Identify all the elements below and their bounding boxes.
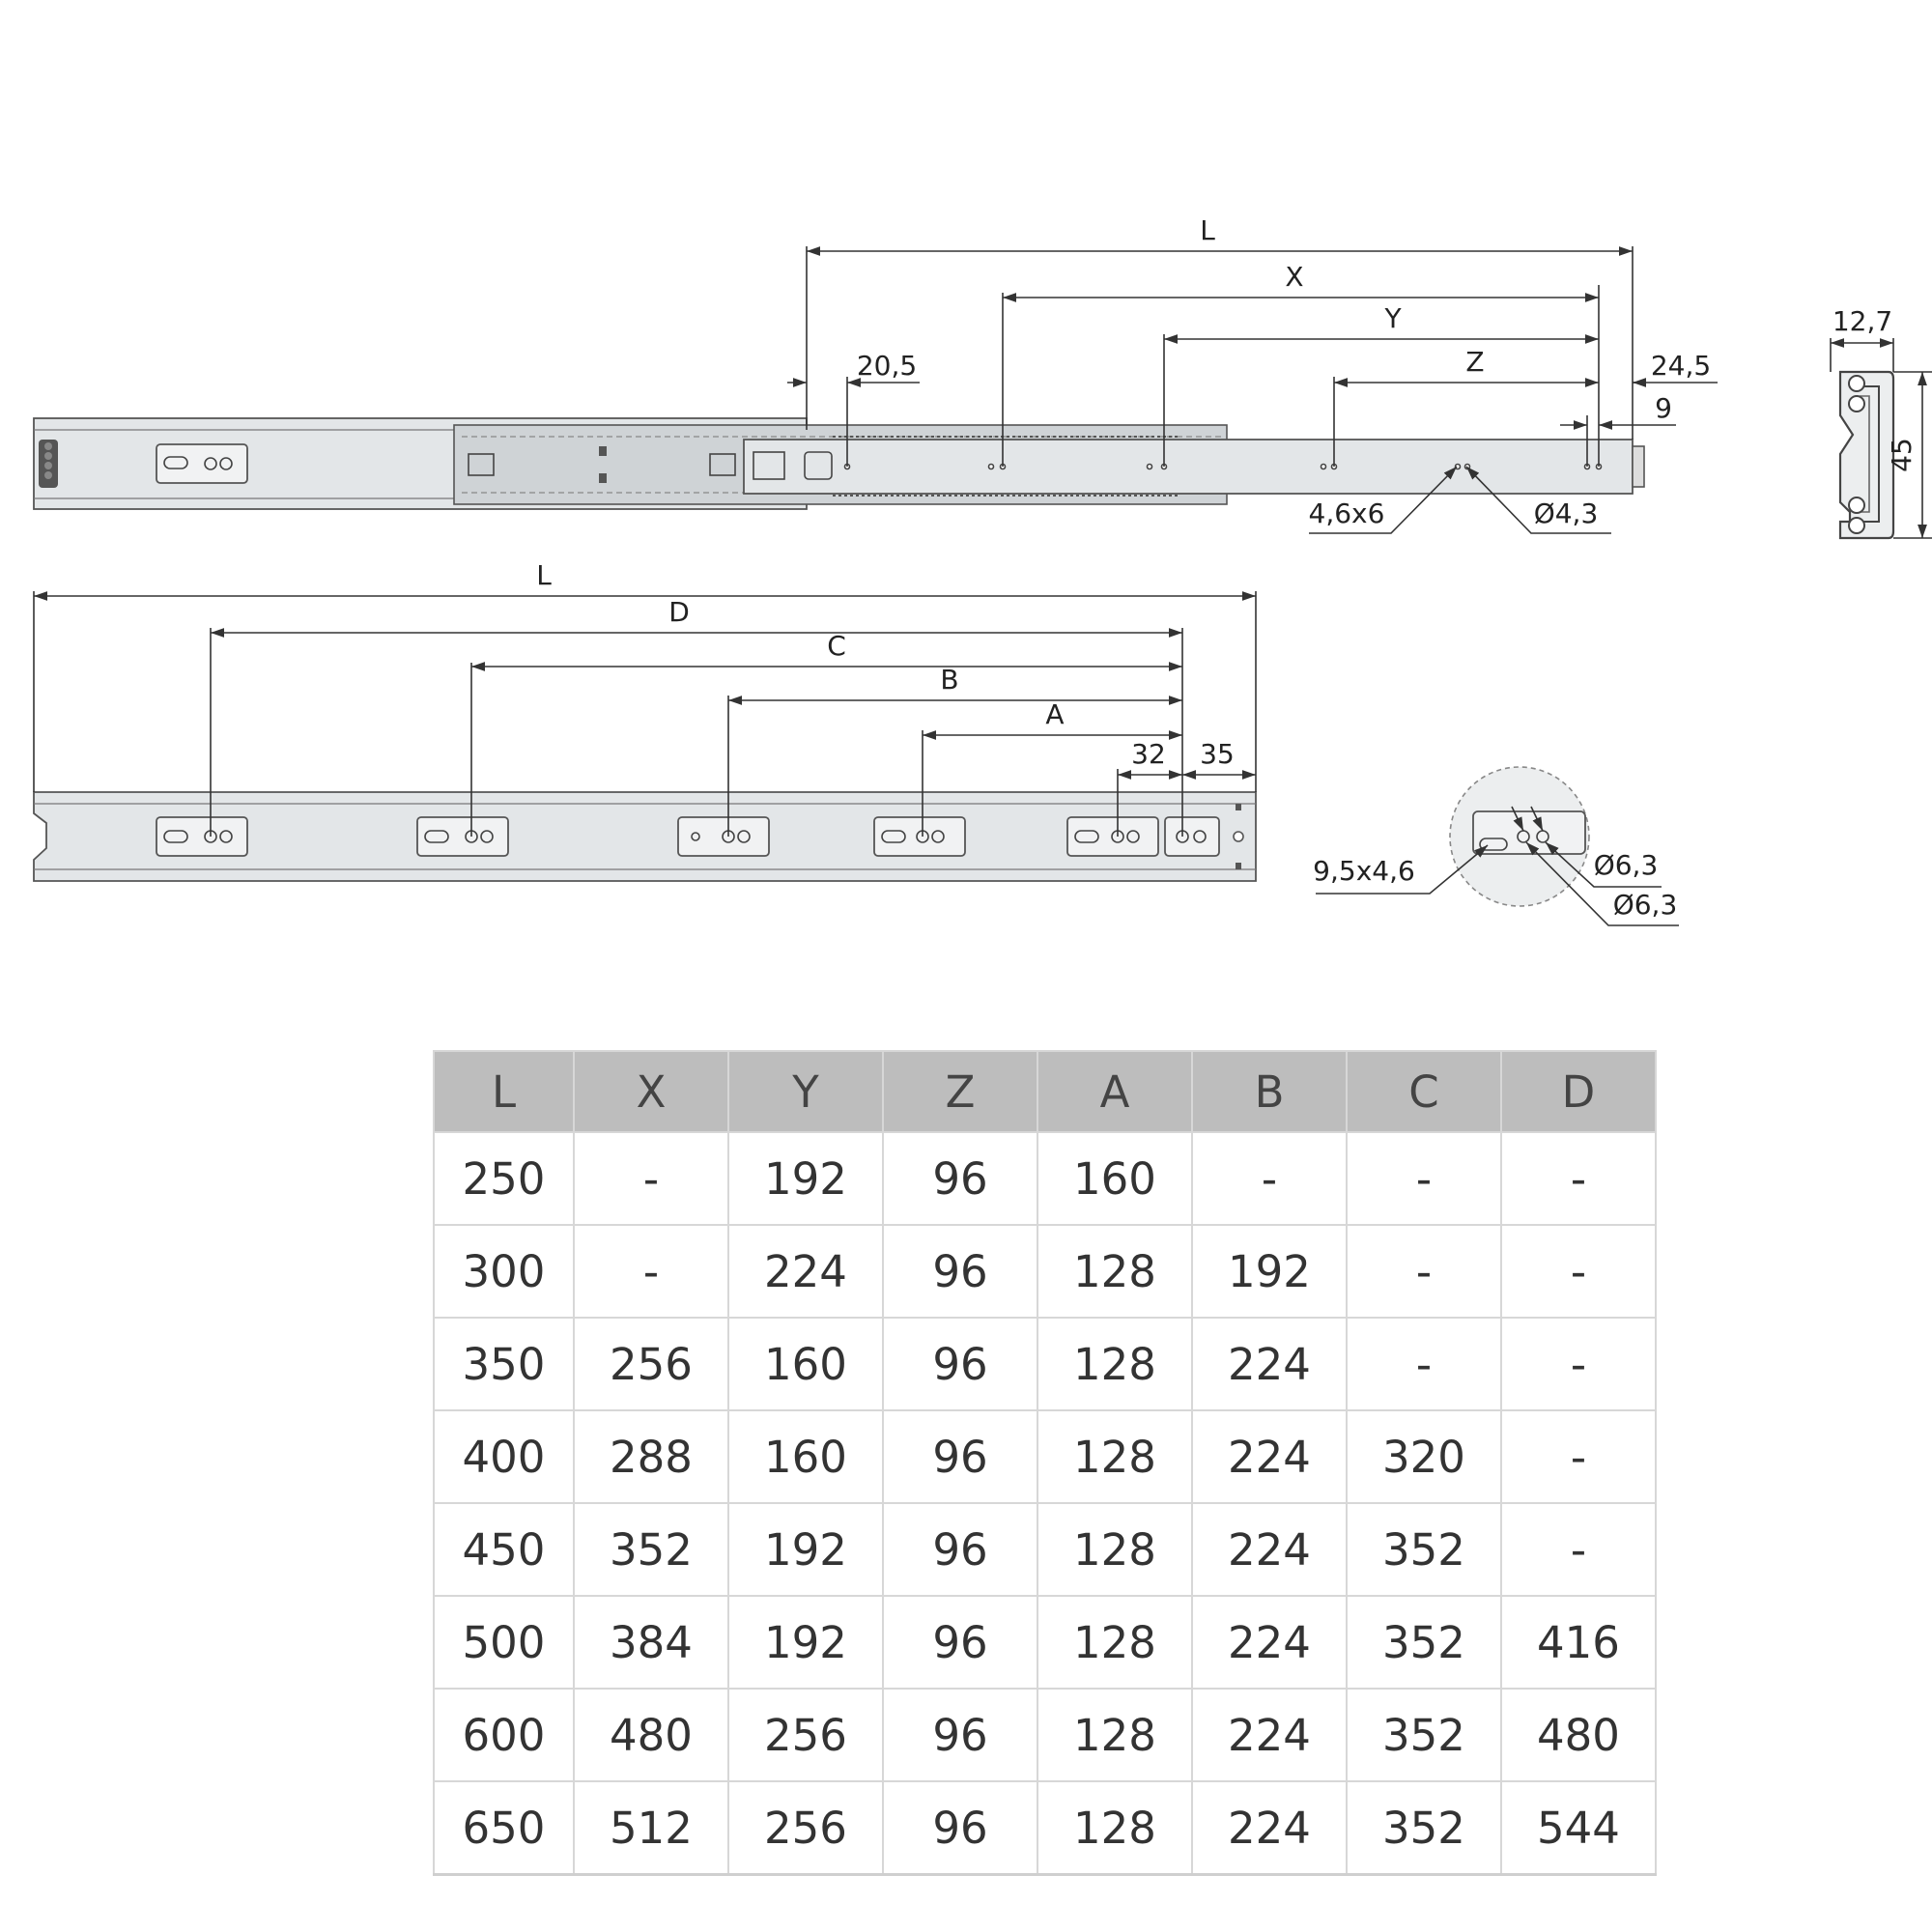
table-cell: 352: [1347, 1596, 1501, 1689]
table-cell: -: [1192, 1132, 1347, 1225]
table-cell: -: [574, 1225, 728, 1318]
table-cell: 300: [434, 1225, 574, 1318]
label-Y: Y: [1384, 302, 1402, 334]
table-cell: 224: [1192, 1689, 1347, 1781]
table-cell: 450: [434, 1503, 574, 1596]
table-cell: 192: [728, 1503, 883, 1596]
table-cell: 416: [1501, 1596, 1656, 1689]
table-cell: 600: [434, 1689, 574, 1781]
table-cell: -: [1347, 1132, 1501, 1225]
table-cell: 224: [1192, 1318, 1347, 1410]
table-cell: -: [1347, 1318, 1501, 1410]
top-view-slide: [34, 418, 1644, 509]
table-cell: 288: [574, 1410, 728, 1503]
table-cell: 224: [1192, 1596, 1347, 1689]
table-cell: 160: [1037, 1132, 1192, 1225]
table-cell: 224: [728, 1225, 883, 1318]
table-cell: 128: [1037, 1410, 1192, 1503]
label-24-5: 24,5: [1650, 350, 1712, 382]
label-20-5: 20,5: [856, 350, 918, 382]
label-L-bottom: L: [536, 559, 552, 591]
table-cell: 96: [883, 1503, 1037, 1596]
header-C: C: [1347, 1051, 1501, 1132]
table-cell: -: [1501, 1132, 1656, 1225]
label-hole-6-3-b: Ø6,3: [1612, 889, 1678, 921]
label-32: 32: [1131, 738, 1166, 770]
table-cell: 224: [1192, 1781, 1347, 1875]
table-row: [434, 1781, 1656, 1875]
label-B: B: [940, 664, 959, 696]
dimension-table: [433, 1050, 1657, 1876]
mounting-pad-4: [874, 817, 965, 856]
table-cell: 250: [434, 1132, 574, 1225]
bottom-view-labels: [536, 559, 1235, 770]
mounting-pad-6: [1165, 817, 1219, 856]
table-cell: 256: [574, 1318, 728, 1410]
table-cell: -: [1347, 1225, 1501, 1318]
label-9: 9: [1655, 392, 1672, 424]
table-cell: 384: [574, 1596, 728, 1689]
rubber-stop-icon: [39, 440, 58, 488]
table-cell: 96: [883, 1225, 1037, 1318]
table-cell: 224: [1192, 1410, 1347, 1503]
table-row: [434, 1596, 1656, 1689]
header-D: D: [1501, 1051, 1656, 1132]
table-cell: 192: [728, 1596, 883, 1689]
table-row: [434, 1689, 1656, 1781]
mounting-pad-5: [1067, 817, 1158, 856]
table-cell: 480: [574, 1689, 728, 1781]
label-slot-9-5x4-6: 9,5x4,6: [1313, 855, 1415, 887]
label-A: A: [1045, 698, 1065, 730]
table-row: [434, 1318, 1656, 1410]
table-row: [434, 1225, 1656, 1318]
table-row: [434, 1132, 1656, 1225]
label-L-top: L: [1200, 214, 1215, 246]
header-Y: Y: [728, 1051, 883, 1132]
table-cell: -: [1501, 1503, 1656, 1596]
table-cell: 160: [728, 1410, 883, 1503]
label-slot-4-6x6: 4,6x6: [1308, 497, 1385, 529]
table-cell: 192: [728, 1132, 883, 1225]
table-row: [434, 1503, 1656, 1596]
mounting-pad-1: [156, 817, 247, 856]
table-cell: 160: [728, 1318, 883, 1410]
label-D: D: [668, 596, 690, 628]
table-cell: 96: [883, 1132, 1037, 1225]
table-cell: 224: [1192, 1503, 1347, 1596]
header-B: B: [1192, 1051, 1347, 1132]
table-cell: 650: [434, 1781, 574, 1875]
table-cell: 352: [574, 1503, 728, 1596]
table-cell: -: [1501, 1410, 1656, 1503]
table-cell: 96: [883, 1318, 1037, 1410]
table-cell: 320: [1347, 1410, 1501, 1503]
label-35: 35: [1200, 738, 1235, 770]
label-X: X: [1285, 261, 1304, 293]
table-cell: 256: [728, 1689, 883, 1781]
table-cell: 128: [1037, 1225, 1192, 1318]
table-cell: 350: [434, 1318, 574, 1410]
label-hole-4-3: Ø4,3: [1533, 497, 1599, 529]
label-hole-6-3-a: Ø6,3: [1593, 849, 1659, 881]
table-cell: 512: [574, 1781, 728, 1875]
table-cell: 128: [1037, 1503, 1192, 1596]
label-Z: Z: [1465, 346, 1485, 378]
header-A: A: [1037, 1051, 1192, 1132]
label-C: C: [827, 630, 846, 662]
table-cell: -: [574, 1132, 728, 1225]
header-X: X: [574, 1051, 728, 1132]
table-header-row: [434, 1051, 1656, 1132]
table-cell: 192: [1192, 1225, 1347, 1318]
table-cell: 256: [728, 1781, 883, 1875]
table-cell: -: [1501, 1225, 1656, 1318]
header-Z: Z: [883, 1051, 1037, 1132]
table-cell: 352: [1347, 1689, 1501, 1781]
table-cell: 400: [434, 1410, 574, 1503]
table-cell: 544: [1501, 1781, 1656, 1875]
table-row: [434, 1410, 1656, 1503]
table-cell: -: [1501, 1318, 1656, 1410]
mounting-pad-3: [678, 817, 769, 856]
table-cell: 128: [1037, 1596, 1192, 1689]
label-12-7: 12,7: [1832, 305, 1893, 337]
table-cell: 128: [1037, 1689, 1192, 1781]
inner-rail: [744, 440, 1633, 494]
table-cell: 500: [434, 1596, 574, 1689]
table-cell: 352: [1347, 1781, 1501, 1875]
mounting-slot-icon: [156, 444, 247, 483]
table-cell: 96: [883, 1689, 1037, 1781]
bottom-view-rail: [34, 792, 1256, 881]
header-L: L: [434, 1051, 574, 1132]
label-45: 45: [1886, 438, 1918, 472]
table-cell: 480: [1501, 1689, 1656, 1781]
mounting-pad-2: [417, 817, 508, 856]
table-cell: 352: [1347, 1503, 1501, 1596]
table-cell: 128: [1037, 1318, 1192, 1410]
table-cell: 96: [883, 1781, 1037, 1875]
table-cell: 96: [883, 1410, 1037, 1503]
table-cell: 128: [1037, 1781, 1192, 1875]
table-cell: 96: [883, 1596, 1037, 1689]
